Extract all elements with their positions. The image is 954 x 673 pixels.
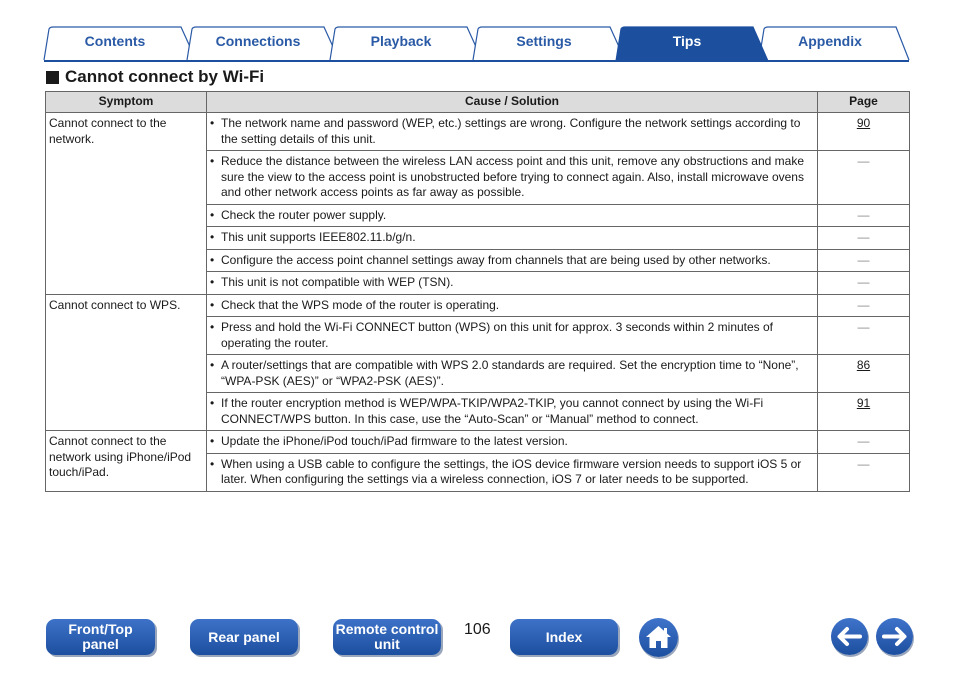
header-symptom: Symptom [46, 92, 207, 113]
bullet-item [210, 434, 814, 450]
remote-control-label-1: Remote control [335, 621, 439, 637]
header-cause: Cause / Solution [207, 92, 818, 113]
tab-connections[interactable]: Connections [215, 33, 301, 49]
tab-playback[interactable]: Playback [370, 33, 432, 49]
page-dash: — [857, 252, 870, 267]
tab-tips[interactable]: Tips [672, 33, 702, 49]
cause-text: The network name and password (WEP, etc.) settings are wrong. Configure the network settings according to the setting details of this unit. [221, 116, 801, 146]
bullet-icon: • [210, 116, 215, 130]
page-cell [818, 272, 910, 295]
page-cell [818, 151, 910, 205]
cause-text: Reduce the distance between the wireless LAN access point and this unit, remove any obstructions and make sure the view to the access point is unobstructed before trying to connect again. Also, install microwave ovens and other network access points as far away as possible. [221, 154, 804, 199]
cause-text: If the router encryption method is WEP/WPA-TKIP/WPA2-TKIP, you cannot connect by using the Wi-Fi CONNECT/WPS button. In this case, use the “Auto-Scan” or “Manual” method to connect. [221, 396, 764, 426]
bullet-icon: • [210, 154, 215, 168]
cause-cell [207, 355, 818, 393]
page-cell [818, 294, 910, 317]
bullet-item [210, 116, 814, 147]
page-cell [818, 431, 910, 454]
bullet-item [210, 298, 814, 314]
page-dash: — [857, 207, 870, 222]
symptom-cell: Cannot connect to the network using iPhone/iPod touch/iPad. [46, 431, 207, 492]
cause-cell [207, 151, 818, 205]
cause-cell [207, 317, 818, 355]
bullet-item [210, 396, 814, 427]
cause-text: Check the router power supply. [221, 207, 387, 222]
page-link[interactable]: 90 [856, 116, 871, 130]
cause-cell [207, 204, 818, 227]
cause-cell [207, 227, 818, 250]
page-link[interactable]: 86 [856, 358, 871, 372]
symptom-cell: Cannot connect to WPS. [46, 294, 207, 431]
bullet-item [210, 275, 814, 291]
cause-cell [207, 453, 818, 491]
page-cell [818, 317, 910, 355]
cause-text: Configure the access point channel settings away from channels that are being used by other networks. [221, 252, 771, 267]
page-dash: — [857, 275, 870, 289]
home-button[interactable] [639, 618, 678, 657]
cause-cell [207, 113, 818, 151]
cause-text: A router/settings that are compatible with WPS 2.0 standards are required. Set the encryption time to “None”, “WPA-PSK (AES)” or “WPA2-PSK (AES)”. [221, 358, 799, 388]
remote-control-label-2: unit [374, 636, 400, 652]
tab-bar [0, 0, 954, 64]
front-top-panel-label-1: Front/Top [68, 621, 133, 637]
table-header-row [46, 92, 910, 113]
table-row [46, 294, 910, 317]
table-row [46, 113, 910, 151]
bullet-item [210, 320, 814, 351]
back-button[interactable] [831, 618, 868, 655]
cause-text: Check that the WPS mode of the router is operating. [221, 297, 500, 312]
page-cell [818, 453, 910, 491]
home-icon [639, 618, 678, 657]
tab-shapes [0, 0, 954, 64]
bullet-item [210, 253, 814, 269]
page-dash: — [857, 230, 870, 244]
cause-text: Press and hold the Wi-Fi CONNECT button (WPS) on this unit for approx. 3 seconds within 2 minutes of operating the router. [221, 320, 774, 350]
symptom-cell: Cannot connect to the network. [46, 113, 207, 295]
cause-cell [207, 431, 818, 454]
bullet-icon: • [210, 207, 215, 222]
header-page: Page [818, 92, 910, 113]
page-cell [818, 204, 910, 227]
bullet-icon: • [210, 297, 215, 312]
front-top-panel-button[interactable] [46, 619, 155, 655]
troubleshooting-table [45, 91, 910, 492]
bullet-icon: • [210, 456, 215, 471]
forward-button[interactable] [876, 618, 913, 655]
bullet-item [210, 154, 814, 201]
index-label: Index [545, 628, 583, 645]
cause-text: This unit is not compatible with WEP (TSN). [221, 275, 454, 289]
bullet-icon: • [210, 320, 215, 334]
rear-panel-button[interactable] [190, 619, 298, 655]
cause-cell [207, 272, 818, 295]
page-dash: — [857, 456, 870, 471]
cause-text: This unit supports IEEE802.11.b/g/n. [221, 230, 416, 244]
remote-control-unit-button[interactable] [333, 619, 441, 655]
page-dash: — [857, 434, 870, 448]
bullet-icon: • [210, 275, 215, 289]
cause-cell [207, 249, 818, 272]
page-cell [818, 393, 910, 431]
bullet-icon: • [210, 434, 215, 448]
tab-contents[interactable]: Contents [84, 33, 146, 49]
bullet-item [210, 457, 814, 488]
bullet-icon: • [210, 230, 215, 244]
cause-text: When using a USB cable to configure the settings, the iOS device firmware version needs to support iOS 5 or later. When configuring the settings via a wireless connection, iOS 7 or later needs to be supported. [221, 456, 802, 486]
tab-settings[interactable]: Settings [516, 33, 572, 49]
bullet-icon: • [210, 358, 215, 372]
bullet-item [210, 358, 814, 389]
cause-text: Update the iPhone/iPod touch/iPad firmware to the latest version. [221, 434, 568, 448]
page-cell [818, 113, 910, 151]
index-button[interactable] [510, 619, 618, 655]
arrow-right-icon [876, 618, 913, 655]
page-cell [818, 249, 910, 272]
page-number: 106 [464, 621, 491, 638]
square-bullet-icon [46, 71, 59, 84]
page-link[interactable]: 91 [856, 396, 871, 410]
bullet-item [210, 230, 814, 246]
page-dash: — [857, 320, 870, 334]
section-title: Cannot connect by Wi-Fi [65, 67, 265, 86]
table-row [46, 431, 910, 454]
section-heading [46, 67, 264, 87]
tab-appendix[interactable]: Appendix [798, 33, 862, 49]
page-dash: — [857, 297, 870, 312]
rear-panel-label: Rear panel [208, 628, 280, 645]
page-cell [818, 355, 910, 393]
cause-cell [207, 294, 818, 317]
front-top-panel-label-2: panel [82, 636, 119, 652]
page-dash: — [857, 154, 870, 168]
bullet-icon: • [210, 252, 215, 267]
bullet-icon: • [210, 396, 215, 410]
page-cell [818, 227, 910, 250]
arrow-left-icon [831, 618, 868, 655]
bullet-item [210, 208, 814, 224]
cause-cell [207, 393, 818, 431]
